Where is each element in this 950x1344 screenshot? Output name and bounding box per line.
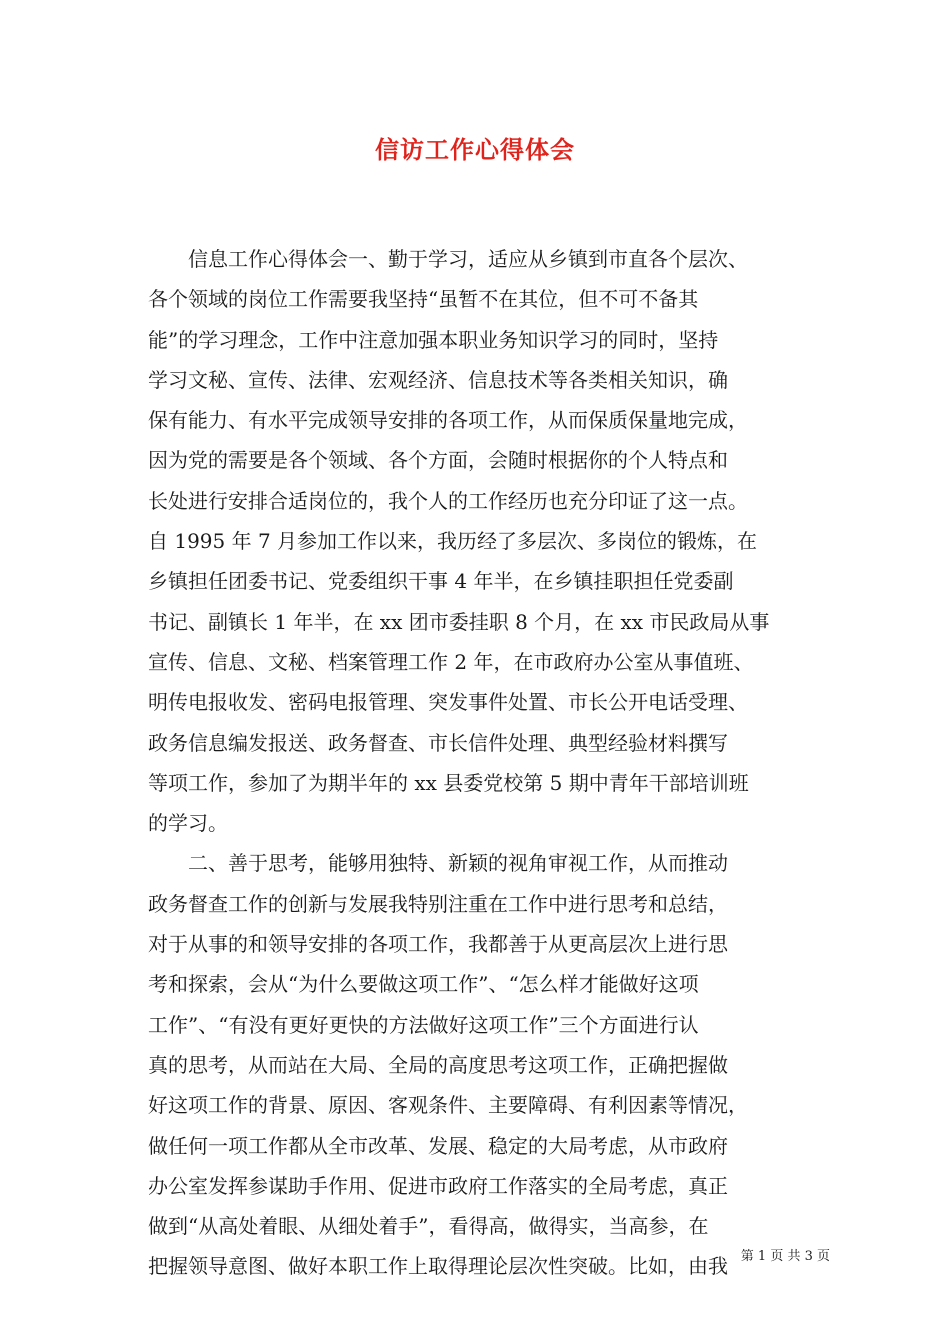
- page-number-footer: 第 1 页 共 3 页: [740, 1249, 830, 1264]
- text-line: 学习文秘、宣传、法律、宏观经济、信息技术等各类相关知识，确: [148, 367, 728, 392]
- text-line: 信息工作心得体会一、勤于学习，适应从乡镇到市直各个层次、: [148, 247, 748, 271]
- text-line: 乡镇担任团委书记、党委组织干事 4 年半，在乡镇挂职担任党委副: [148, 569, 734, 594]
- text-line: 自 1995 年 7 月参加工作以来，我历经了多层次、多岗位的锻炼，在: [148, 529, 758, 554]
- text-line: 各个领域的岗位工作需要我坚持“虽暂不在其位，但不可不备其: [148, 287, 699, 312]
- document-body: [148, 239, 828, 1287]
- text-line: 能”的学习理念，工作中注意加强本职业务知识学习的同时，坚持: [148, 327, 719, 352]
- text-line: 把握领导意图、做好本职工作上取得理论层次性突破。比如，由我: [148, 1254, 728, 1279]
- text-line: 政务信息编发报送、政务督查、市长信件处理、典型经验材料撰写: [148, 730, 728, 755]
- text-line: 对于从事的和领导安排的各项工作，我都善于从更高层次上进行思: [148, 932, 728, 957]
- text-line: 好这项工作的背景、原因、客观条件、主要障碍、有利因素等情况，: [148, 1093, 748, 1118]
- text-line: 明传电报收发、密码电报管理、突发事件处置、市长公开电话受理、: [148, 690, 748, 715]
- text-line: 真的思考，从而站在大局、全局的高度思考这项工作，正确把握做: [148, 1052, 728, 1077]
- text-line: 工作”、“有没有更好更快的方法做好这项工作”三个方面进行认: [148, 1012, 699, 1037]
- text-line: 的学习。: [148, 811, 228, 836]
- text-line: 政务督查工作的创新与发展我特别注重在工作中进行思考和总结，: [148, 891, 728, 916]
- text-line: 保有能力、有水平完成领导安排的各项工作，从而保质保量地完成，: [148, 408, 748, 433]
- text-line: 做到“从高处着眼、从细处着手”，看得高，做得实，当高参，在: [148, 1214, 709, 1239]
- text-line: 办公室发挥参谋助手作用、促进市政府工作落实的全局考虑，真正: [148, 1173, 728, 1198]
- text-line: 因为党的需要是各个领域、各个方面，会随时根据你的个人特点和: [148, 448, 728, 473]
- text-line: 做任何一项工作都从全市改革、发展、稳定的大局考虑，从市政府: [148, 1133, 728, 1158]
- document-title: 信访工作心得体会: [375, 135, 575, 164]
- text-line: 二、善于思考，能够用独特、新颖的视角审视工作，从而推动: [148, 851, 728, 876]
- text-line: 考和探索，会从“为什么要做这项工作”、“怎么样才能做好这项: [148, 972, 699, 997]
- text-line: 书记、副镇长 1 年半，在 xx 团市委挂职 8 个月，在 xx 市民政局从事: [148, 609, 770, 634]
- text-line: 长处进行安排合适岗位的，我个人的工作经历也充分印证了这一点。: [148, 488, 748, 513]
- text-line: 宣传、信息、文秘、档案管理工作 2 年，在市政府办公室从事值班、: [148, 649, 754, 674]
- text-line: 等项工作，参加了为期半年的 xx 县委党校第 5 期中青年干部培训班: [148, 770, 749, 795]
